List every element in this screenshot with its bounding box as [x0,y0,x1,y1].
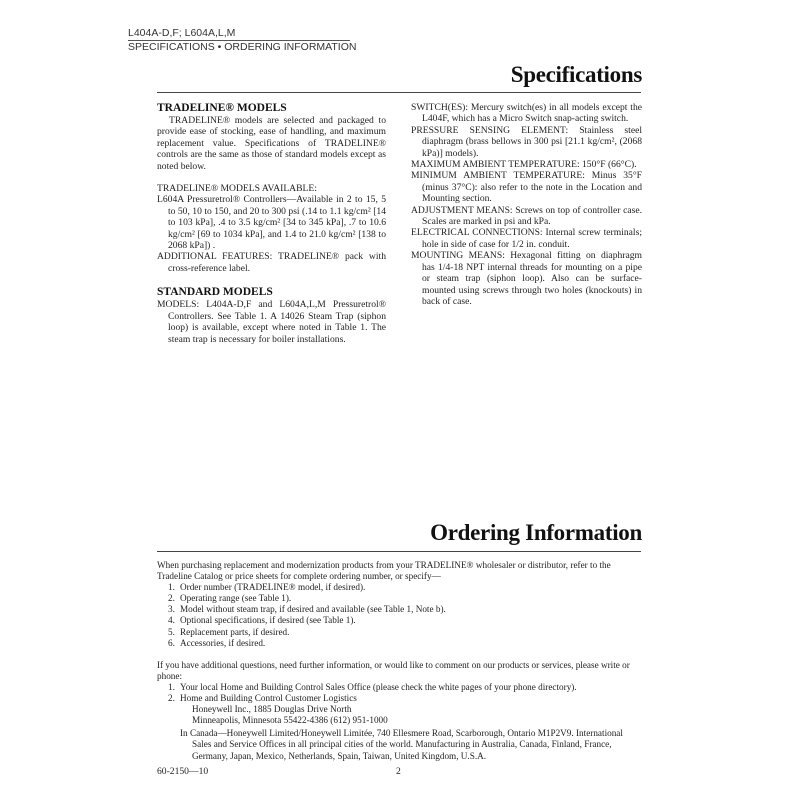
spec-min-ambient-temp: MINIMUM AMBIENT TEMPERATURE: Minus 35°F (minus 37°C): also refer to the note in the Location and Mounting section. [411,170,642,205]
canada-paragraph: In Canada—Honeywell Limited/Honeywell Limitée, 740 Ellesmere Road, Scarborough, Ontario M1P2V9. International Sales and Service Offices in all principal cities of the world. Manufacturing in Australia, Canada, Finland, France, Germany, Japan, Mexico, Netherlands, Spain, Taiwan, United Kingdom, U.S.A. [180,728,623,761]
ordering-intro: When purchasing replacement and modernization products from your TRADELINE® wholesaler or distributor, refer to the Tradeline Catalog or price sheets for complete ordering number, or specify— [157,560,611,582]
ordering-information-title: Ordering Information [430,520,642,545]
header-model-line: L404A-D,F; L604A,L,M [128,27,350,41]
standard-models-text: MODELS: L404A-D,F and L604A,L,M Pressuretrol® Controllers. See Table 1. A 14026 Steam Trap (siphon loop) is available, except where noted in Table 1. The steam trap is necessary for boiler installations. [157,299,386,345]
specifications-title: Specifications [510,62,642,87]
tradeline-models-heading: TRADELINE® MODELS [157,102,287,114]
header-section-line: SPECIFICATIONS • ORDERING INFORMATION [128,41,357,53]
additional-features: ADDITIONAL FEATURES: TRADELINE® pack with cross-reference label. [157,251,386,274]
contact-item: 1. Your local Home and Building Control Sales Office (please check the white pages of your phone directory). [168,681,577,692]
ordering-rule [157,551,641,552]
specifications-left-column [157,102,386,345]
page-number: 2 [396,766,401,777]
contact-list [157,682,643,762]
ordering-item: 4. Optional specifications, if desired (see Table 1). [168,615,356,626]
ordering-item: 5. Replacement parts, if desired. [168,626,290,637]
spec-max-ambient-temp: MAXIMUM AMBIENT TEMPERATURE: 150°F (66°C). [411,159,637,171]
tradeline-intro: TRADELINE® models are selected and packaged to provide ease of stocking, ease of handling, and maximum replacement value. Specifications of TRADELINE® controls are the same as those of standard models except as noted below. [157,115,386,172]
models-available-text: L604A Pressuretrol® Controllers—Available in 2 to 15, 5 to 50, 10 to 150, and 20 to 300 psi (.14 to 1.1 kg/cm² [14 to 103 kPa], .4 to 3.5 kg/cm² [34 to 345 kPa], .7 to 10.6 kg/cm² [69 to 1034 kPa], and 1.4 to 21.0 kg/cm² [138 to 2068 kPa]) . [157,194,386,252]
ordering-list [157,582,643,649]
specifications-rule [157,92,641,93]
models-available-label: TRADELINE® MODELS AVAILABLE: [157,183,317,195]
ordering-item: 1. Order number (TRADELINE® model, if desired). [168,582,366,593]
spec-electrical-connections: ELECTRICAL CONNECTIONS: Internal screw terminals; hole in side of case for 1/2 in. conduit. [411,227,642,250]
running-header [128,27,357,54]
spec-pressure-sensing-element: PRESSURE SENSING ELEMENT: Stainless steel diaphragm (brass bellows in 300 psi [21.1 kg/cm², (2068 kPa)] models). [411,124,642,159]
ordering-item: 3. Model without steam trap, if desired and available (see Table 1, Note b). [168,604,446,615]
specifications-right-column [411,102,642,307]
spec-switches: SWITCH(ES): Mercury switch(es) in all models except the L404F, which has a Micro Switch snap-acting switch. [411,102,642,125]
ordering-section [157,560,643,762]
questions-text: If you have additional questions, need further information, or would like to comment on our products or services, please write or phone: [157,659,630,681]
address-line: Minneapolis, Minnesota 55422-4386 (612) 951-1000 [192,715,388,726]
ordering-item: 6. Accessories, if desired. [168,637,266,648]
address-line: Honeywell Inc., 1885 Douglas Drive North [192,704,352,715]
spec-adjustment-means: ADJUSTMENT MEANS: Screws on top of controller case. Scales are marked in psi and kPa. [411,204,642,228]
spec-mounting-means: MOUNTING MEANS: Hexagonal fitting on diaphragm has 1/4-18 NPT internal threads for mounting on a pipe or steam trap (siphon loop). Also can be surface-mounted using screws through two holes (knockouts) in back of case. [411,250,642,307]
ordering-item: 2. Operating range (see Table 1). [168,593,292,604]
contact-item: 2. Home and Building Control Customer Logistics Honeywell Inc., 1885 Douglas Drive North Minneapolis, Minnesota 55422-4386 (612) 951-1000 In Canada—Honeywell Limited/Honeywell Limitée, 740 Ellesmere Road, Scarborough, Ontario M1P2V9. International Sales and Service Offices in all principal cities of the world. Manufacturing in Australia, Canada, Finland, France, Germany, Japan, Mexico, Netherlands, Spain, Taiwan, United Kingdom, U.S.A. [168,693,643,762]
document-code: 60-2150—10 [157,766,209,777]
standard-models-heading: STANDARD MODELS [157,286,273,299]
